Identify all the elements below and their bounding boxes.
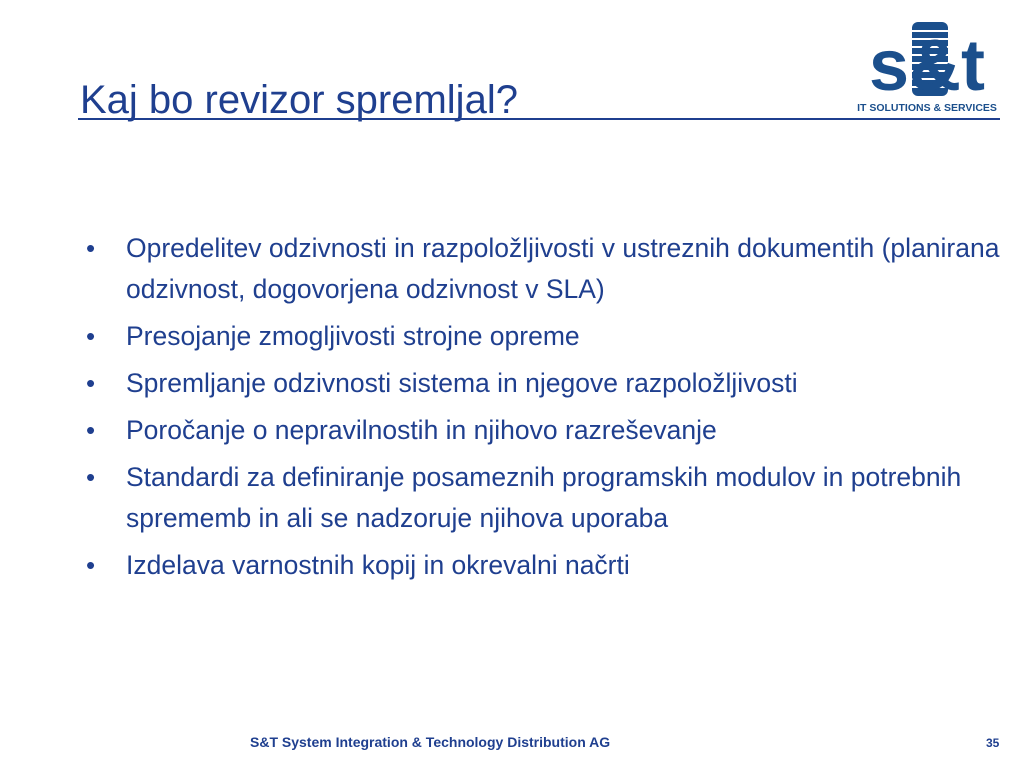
bullet-marker: • — [86, 462, 96, 492]
bullet-marker: • — [86, 550, 96, 580]
bullet-text: Presojanje zmogljivosti strojne opreme — [126, 321, 580, 351]
bullet-text: Spremljanje odzivnosti sistema in njegove razpoložljivosti — [126, 368, 798, 398]
bullet-marker: • — [86, 321, 96, 351]
bullet-marker: • — [86, 415, 96, 445]
st-logo — [852, 20, 1002, 116]
bullet-text: Opredelitev odzivnosti in razpoložljivosti v ustreznih dokumentih (planirana odzivnost, dogovorjena odzivnost v SLA) — [126, 233, 1000, 304]
footer-company: S&T System Integration & Technology Distribution AG — [250, 734, 611, 750]
bullet-marker: • — [86, 233, 96, 263]
bullet-text: Izdelava varnostnih kopij in okrevalni načrti — [126, 550, 630, 580]
bullet-list — [86, 228, 1001, 592]
logo-brand-text: s&t — [868, 26, 986, 106]
bullet-text: Standardi za definiranje posameznih programskih modulov in potrebnih sprememb in ali se nadzoruje njihova uporaba — [126, 462, 962, 533]
slide-title: Kaj bo revizor spremljal? — [80, 78, 518, 122]
bullet-marker: • — [86, 368, 96, 398]
list-item — [86, 363, 1001, 404]
list-item — [86, 545, 1001, 586]
bullet-text: Poročanje o nepravilnostih in njihovo razreševanje — [126, 415, 717, 445]
list-item — [86, 228, 1001, 310]
logo-tagline: IT SOLUTIONS & SERVICES — [857, 102, 997, 114]
list-item — [86, 410, 1001, 451]
page-number: 35 — [986, 736, 1000, 750]
title-underline — [78, 118, 1000, 120]
list-item — [86, 316, 1001, 357]
list-item — [86, 457, 1001, 539]
